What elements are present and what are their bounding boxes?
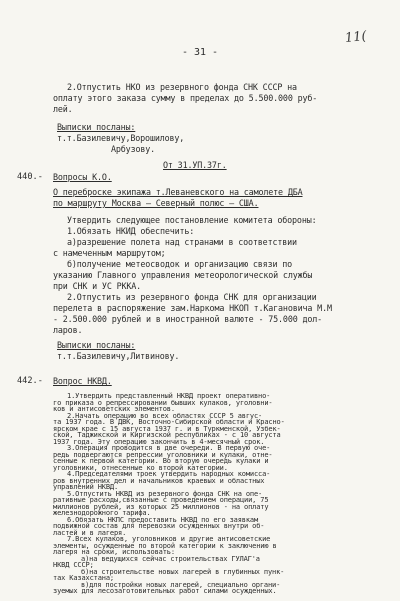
item-body-line: с намеченным маршрутом; xyxy=(53,248,166,258)
item-body-line: сенные к первой категории. Во вторую очередь кулаки и xyxy=(53,457,269,465)
item-body-line: 2.Начать операцию во всех областях СССР 5 авгус- xyxy=(67,411,263,420)
item-body-line: 6.Обязать НКПС предоставить НКВД по его заявкам xyxy=(67,515,259,524)
item-body-line: ярском крае с 15 августа 1937 г. и в Туркменской, Узбек- xyxy=(53,424,281,433)
item-body-line: ров внутренних дел и начальников краевых и областных xyxy=(53,476,265,485)
top-paragraph-line: лей. xyxy=(53,104,73,114)
item-body-line: го приказа о репрессировании бывших кулаков, уголовни- xyxy=(53,398,273,407)
item-body-line: ков и антисоветских элементов. xyxy=(53,405,175,413)
item-heading: Вопросы К.О. xyxy=(53,172,112,182)
item-body-line: - 2.500.000 рублей и в иностранной валюте - 75.000 дол- xyxy=(53,314,323,324)
item-body-line: редь подвергаются репрессии уголовники и кулаки, отне- xyxy=(53,450,273,459)
item-body-line: 2.Отпустить из резервного фонда СНК для организации xyxy=(67,292,317,302)
recipients-heading: Выписки посланы: xyxy=(57,340,136,350)
item-body-line: элементы, осужденные по второй категории к заключению в xyxy=(53,541,277,550)
item-body-line: лагеря на сроки, использовать: xyxy=(53,548,175,556)
item-body-line: в)для постройки новых лагерей, специально органи- xyxy=(81,580,281,589)
item-number: 440.- xyxy=(17,172,43,182)
recipients-line: т.т.Базилевичу,Литвинову. xyxy=(57,351,180,361)
item-body-line: указанию Главного управления метеорологической службы xyxy=(53,270,313,280)
item-body-line: ративные расходы,связанные с проведением операции, 75 xyxy=(53,496,269,504)
top-paragraph-line: 2.Отпустить НКО из резервного фонда СНК СССР на xyxy=(67,82,297,92)
item-body-line: 3.Операция проводится в две очереди. В первую оче- xyxy=(67,444,271,452)
recipients-line: т.т.Базилевичу,Ворошилову, xyxy=(57,133,185,143)
item-body-line: 5.Отпустить НКВД из резервного фонда СНК на опе- xyxy=(67,489,263,498)
item-body-line: ластей и в лагеря. xyxy=(53,528,127,537)
item-body-line: железнодорожного тарифа. xyxy=(53,509,151,517)
item-body-line: зуемых для лесозаготовительных работ силами осужденных. xyxy=(53,587,277,595)
item-body-line: б)на строительстве новых лагерей в глубинных пунк- xyxy=(81,567,285,576)
item-body-line: подвижной состав для перевозки осужденных внутри об- xyxy=(53,522,265,530)
item-subject-line: О переброске экипажа т.Леваневского на самолете ДБА xyxy=(53,187,303,197)
item-body-line: та 1937 года. В ДВК, Восточно-Сибирской области и Красно- xyxy=(53,418,285,426)
page-number: - 31 - xyxy=(181,47,219,58)
top-paragraph-line: оплату этого заказа сумму в пределах до 5.500.000 руб- xyxy=(53,93,318,103)
item-body-line: перелета в распоряжение зам.Наркома НКОП т.Кагановича М.М xyxy=(53,303,332,313)
item-body-line: миллионов рублей, из которых 25 миллионов - на оплату xyxy=(53,502,269,511)
item-body-line: 1.Обязать НКИД обеспечить: xyxy=(67,226,195,236)
item-heading: Вопрос НКВД. xyxy=(53,376,112,386)
item-subject-line: по маршруту Москва – Северный полюс – США. xyxy=(53,198,259,208)
item-body-line: уголовники, отнесенные ко второй категории. xyxy=(53,463,228,472)
recipients-line: Арбузову. xyxy=(111,144,156,154)
item-body-line: ской, Таджикской и Киргизской республиках - с 10 августа xyxy=(53,431,281,439)
handwritten-page-mark: 11( xyxy=(344,28,368,47)
recipients-heading: Выписки посланы: xyxy=(57,122,136,132)
item-body-line: 7.Всех кулаков, уголовников и другие антисоветские xyxy=(67,535,271,543)
item-body-line: тах Казахстана; xyxy=(53,574,114,582)
item-body-line: Утвердить следующее постановление комитета обороны: xyxy=(67,215,317,225)
item-body-line: 1937 года. Эту операцию закончить в 4-месячный срок. xyxy=(53,437,265,446)
item-number: 442.- xyxy=(17,376,43,386)
item-body-line: а)разрешение полета над странами в соответствии xyxy=(67,237,297,247)
item-body-line: при СНК и УС РККА. xyxy=(53,281,142,291)
item-body-line: 4.Председателями троек утвердить народных комисса- xyxy=(67,470,271,478)
item-body-line: управлений НКВД. xyxy=(53,483,119,491)
item-body-line: б)получение метеосводок и организацию связи по xyxy=(67,259,293,269)
item-body-line: 1.Утвердить представленный НКВД проект оперативно- xyxy=(67,392,271,400)
item-body-line: НКВД СССР; xyxy=(53,561,94,569)
protocol-date: От 31.УП.37г. xyxy=(163,160,227,170)
item-body-line: ларов. xyxy=(53,325,83,335)
item-body-line: а)на ведущихся сейчас строительствах ГУЛАГ'а xyxy=(81,554,260,563)
